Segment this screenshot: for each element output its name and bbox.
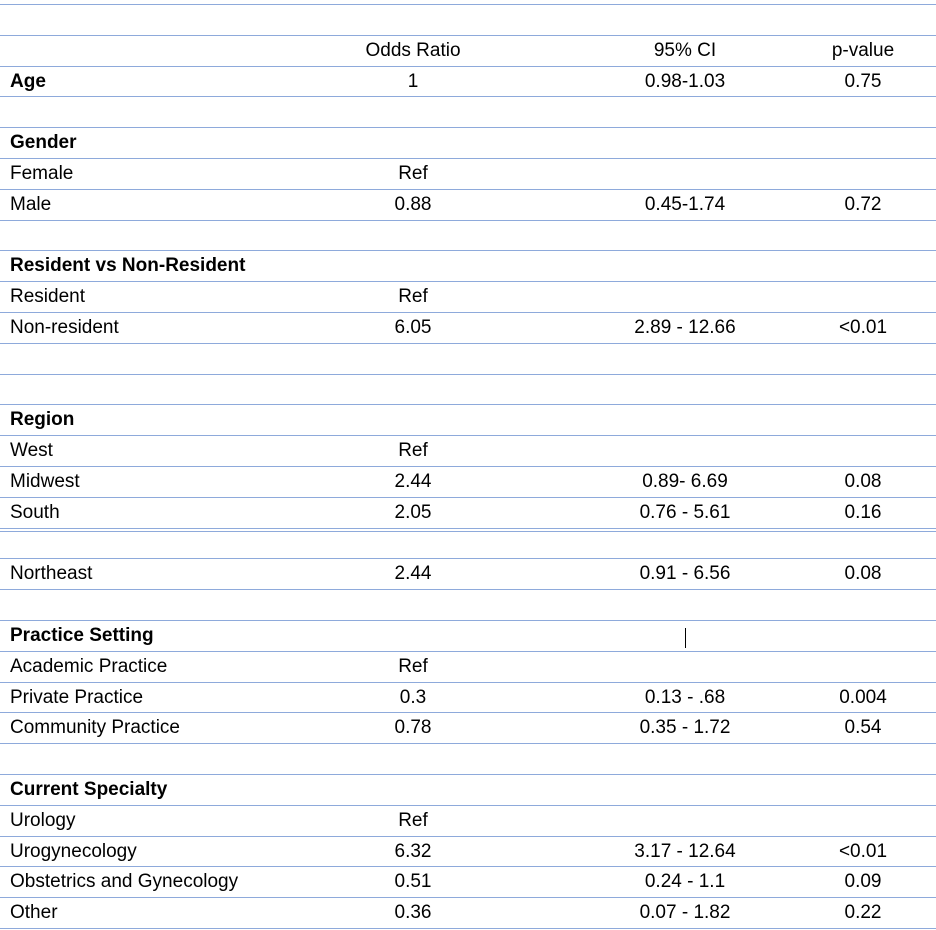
table-row bbox=[0, 190, 936, 221]
ci-value: 0.91 - 6.56 bbox=[639, 563, 731, 584]
odds-ratio-value: 0.51 bbox=[394, 871, 432, 892]
p-value: <0.01 bbox=[838, 317, 888, 338]
table-row bbox=[0, 775, 936, 806]
ci-value: 0.76 - 5.61 bbox=[639, 502, 731, 523]
p-value: 0.09 bbox=[844, 871, 882, 892]
ci-value: 3.17 - 12.64 bbox=[634, 841, 736, 862]
row-label: Urogynecology bbox=[10, 841, 137, 862]
ci-value: 0.35 - 1.72 bbox=[639, 717, 731, 738]
odds-ratio-value: Ref bbox=[398, 163, 428, 184]
table-row bbox=[0, 498, 936, 529]
ci-value: 95% CI bbox=[653, 40, 717, 61]
table-row bbox=[0, 744, 936, 775]
p-value: 0.004 bbox=[839, 687, 887, 708]
table-row bbox=[0, 282, 936, 313]
row-label bbox=[10, 590, 340, 620]
p-value bbox=[800, 405, 926, 435]
odds-ratio-value: 2.05 bbox=[394, 502, 432, 523]
table-row bbox=[0, 405, 936, 436]
odds-ratio-value: 0.3 bbox=[399, 687, 427, 708]
table-row bbox=[0, 529, 936, 560]
odds-ratio-value: 0.88 bbox=[394, 194, 432, 215]
odds-ratio-value: 0.78 bbox=[394, 717, 432, 738]
p-value bbox=[800, 97, 926, 127]
p-value bbox=[800, 775, 926, 805]
odds-ratio-value: Odds Ratio bbox=[365, 40, 461, 61]
odds-ratio-value: 2.44 bbox=[394, 471, 432, 492]
p-value bbox=[800, 159, 926, 189]
row-label bbox=[10, 5, 340, 35]
row-label: Urology bbox=[10, 810, 76, 831]
p-value: <0.01 bbox=[838, 841, 888, 862]
row-label bbox=[10, 529, 340, 559]
table-row bbox=[0, 251, 936, 282]
odds-ratio-value: Ref bbox=[398, 656, 428, 677]
row-label: South bbox=[10, 502, 60, 523]
p-value: 0.22 bbox=[844, 902, 882, 923]
odds-ratio-value bbox=[313, 251, 513, 281]
table-row bbox=[0, 467, 936, 498]
ci-value: 0.89- 6.69 bbox=[642, 471, 728, 492]
row-label: Resident vs Non-Resident bbox=[10, 255, 246, 276]
ci-value bbox=[585, 282, 785, 312]
p-value: 0.08 bbox=[844, 563, 882, 584]
p-value bbox=[800, 251, 926, 281]
table-row bbox=[0, 436, 936, 467]
row-label: Other bbox=[10, 902, 58, 923]
table-row bbox=[0, 806, 936, 837]
row-label bbox=[10, 97, 340, 127]
odds-ratio-value bbox=[313, 405, 513, 435]
row-label bbox=[10, 344, 340, 374]
ci-value: 0.07 - 1.82 bbox=[639, 902, 731, 923]
p-value: 0.72 bbox=[844, 194, 882, 215]
table-row bbox=[0, 159, 936, 190]
odds-ratio-value: 0.36 bbox=[394, 902, 432, 923]
p-value bbox=[800, 621, 926, 651]
row-label: Private Practice bbox=[10, 687, 144, 708]
row-label: West bbox=[10, 440, 53, 461]
ci-value bbox=[585, 529, 785, 559]
p-value bbox=[800, 529, 926, 559]
ci-value bbox=[585, 744, 785, 774]
ci-value: 0.45-1.74 bbox=[644, 194, 726, 215]
p-value: 0.08 bbox=[844, 471, 882, 492]
row-label: Academic Practice bbox=[10, 656, 168, 677]
p-value bbox=[800, 590, 926, 620]
row-label: Region bbox=[10, 409, 75, 430]
row-label: Age bbox=[10, 71, 46, 92]
row-label bbox=[10, 36, 340, 66]
ci-value: 0.24 - 1.1 bbox=[644, 871, 726, 892]
row-label: Midwest bbox=[10, 471, 80, 492]
row-label: Northeast bbox=[10, 563, 93, 584]
row-label bbox=[10, 744, 340, 774]
table-row bbox=[0, 652, 936, 683]
row-label: Male bbox=[10, 194, 52, 215]
row-label: Gender bbox=[10, 132, 77, 153]
odds-ratio-value bbox=[313, 744, 513, 774]
ci-value bbox=[585, 221, 785, 251]
odds-ratio-value: 6.05 bbox=[394, 317, 432, 338]
odds-ratio-value: Ref bbox=[398, 440, 428, 461]
row-label: Non-resident bbox=[10, 317, 119, 338]
ci-value: 0.98-1.03 bbox=[644, 71, 726, 92]
odds-ratio-value bbox=[313, 375, 513, 405]
row-label bbox=[10, 375, 340, 405]
ci-value bbox=[585, 344, 785, 374]
ci-value bbox=[585, 251, 785, 281]
row-label: Current Specialty bbox=[10, 779, 168, 800]
ci-value: 2.89 - 12.66 bbox=[634, 317, 736, 338]
p-value bbox=[800, 221, 926, 251]
row-label bbox=[10, 221, 340, 251]
table-row bbox=[0, 97, 936, 128]
p-value bbox=[800, 652, 926, 682]
p-value bbox=[800, 436, 926, 466]
odds-ratio-value bbox=[313, 97, 513, 127]
ci-value bbox=[585, 5, 785, 35]
ci-value bbox=[585, 652, 785, 682]
ci-value bbox=[585, 436, 785, 466]
p-value bbox=[800, 128, 926, 158]
table-row bbox=[0, 36, 936, 67]
odds-ratio-value bbox=[313, 621, 513, 651]
table-row bbox=[0, 375, 936, 406]
row-label: Obstetrics and Gynecology bbox=[10, 871, 239, 892]
p-value: p-value bbox=[831, 40, 895, 61]
table-row bbox=[0, 837, 936, 868]
row-label: Practice Setting bbox=[10, 625, 154, 646]
p-value bbox=[800, 744, 926, 774]
p-value bbox=[800, 344, 926, 374]
p-value bbox=[800, 806, 926, 836]
table-rule bbox=[0, 928, 936, 929]
table-row bbox=[0, 683, 936, 714]
table-row bbox=[0, 898, 936, 929]
table-row bbox=[0, 313, 936, 344]
table-row bbox=[0, 590, 936, 621]
odds-ratio-value: 2.44 bbox=[394, 563, 432, 584]
table-row bbox=[0, 5, 936, 36]
table-row bbox=[0, 344, 936, 375]
odds-ratio-value bbox=[313, 221, 513, 251]
p-value: 0.54 bbox=[844, 717, 882, 738]
ci-value bbox=[585, 775, 785, 805]
ci-value bbox=[585, 159, 785, 189]
odds-ratio-value: Ref bbox=[398, 810, 428, 831]
p-value: 0.16 bbox=[844, 502, 882, 523]
table-row bbox=[0, 221, 936, 252]
ci-value bbox=[585, 375, 785, 405]
table-row bbox=[0, 559, 936, 590]
row-label: Resident bbox=[10, 286, 85, 307]
ci-value bbox=[585, 806, 785, 836]
row-label: Community Practice bbox=[10, 717, 180, 738]
ci-value bbox=[585, 97, 785, 127]
odds-ratio-value bbox=[313, 128, 513, 158]
odds-ratio-value: 6.32 bbox=[394, 841, 432, 862]
p-value bbox=[800, 375, 926, 405]
odds-ratio-value: 1 bbox=[407, 71, 419, 92]
table-rule-double bbox=[0, 531, 936, 532]
p-value bbox=[800, 5, 926, 35]
p-value bbox=[800, 282, 926, 312]
table-row bbox=[0, 67, 936, 98]
table-row bbox=[0, 621, 936, 652]
table-row bbox=[0, 713, 936, 744]
p-value: 0.75 bbox=[844, 71, 882, 92]
odds-ratio-value bbox=[313, 590, 513, 620]
ci-value: 0.13 - .68 bbox=[644, 687, 726, 708]
ci-value bbox=[585, 405, 785, 435]
odds-ratio-value: Ref bbox=[398, 286, 428, 307]
odds-ratio-value bbox=[313, 5, 513, 35]
table-row bbox=[0, 128, 936, 159]
odds-ratio-value bbox=[313, 775, 513, 805]
ci-value bbox=[585, 590, 785, 620]
ci-value bbox=[585, 128, 785, 158]
row-label: Female bbox=[10, 163, 74, 184]
odds-ratio-value bbox=[313, 344, 513, 374]
table-row bbox=[0, 867, 936, 898]
odds-ratio-value bbox=[313, 529, 513, 559]
text-cursor bbox=[685, 628, 686, 648]
